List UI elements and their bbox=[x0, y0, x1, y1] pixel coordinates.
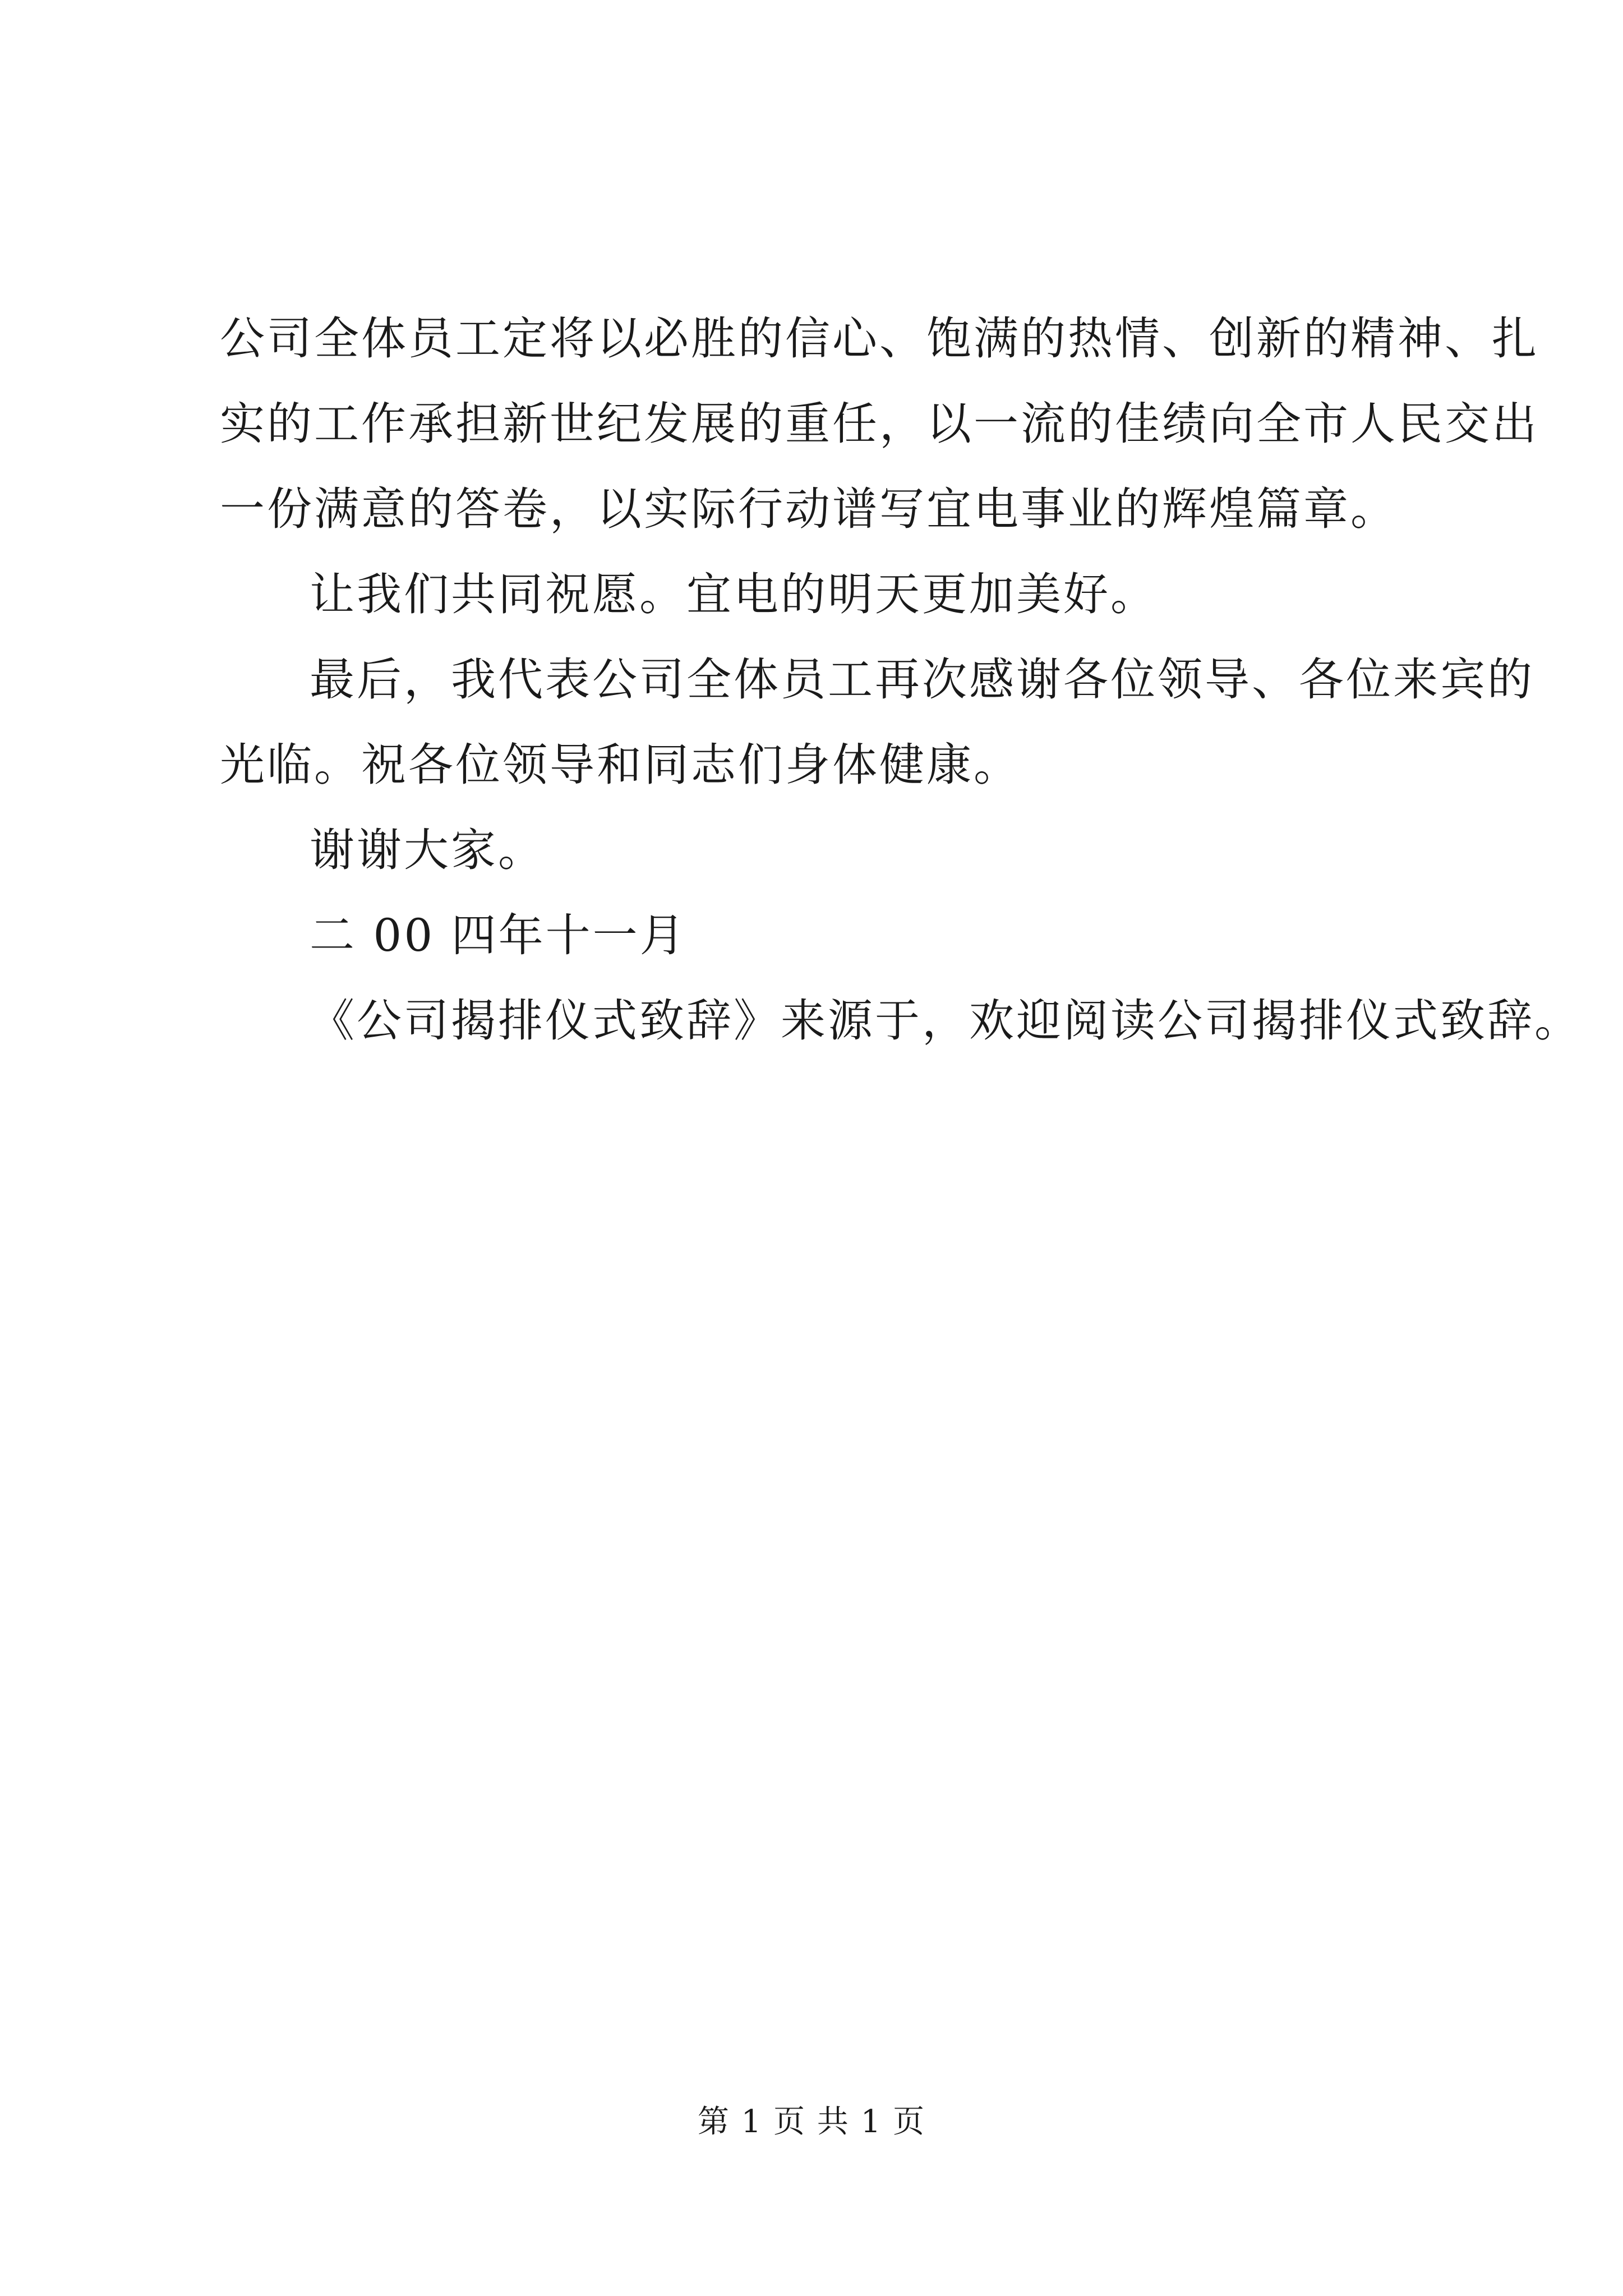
source-line: 《公司揭排仪式致辞》来源于，欢迎阅读公司揭排仪式致辞。 bbox=[310, 995, 1581, 1047]
date-line: 二 00 四年十一月 bbox=[310, 909, 687, 961]
body-line: 公司全体员工定将以必胜的信心、饱满的热情、创新的精神、扎 bbox=[220, 312, 1539, 365]
page-footer bbox=[0, 2102, 1623, 2142]
body-line: 光临。祝各位领导和同志们身体健康。 bbox=[220, 739, 1021, 791]
body-line: 实的工作承担新世纪发展的重任，以一流的佳绩向全市人民交出 bbox=[220, 398, 1539, 450]
body-line: 最后，我代表公司全体员工再次感谢各位领导、各位来宾的 bbox=[310, 654, 1534, 706]
body-line: 一份满意的答卷，以实际行动谱写宜电事业的辉煌篇章。 bbox=[220, 483, 1398, 535]
body-line: 谢谢大家。 bbox=[310, 824, 545, 876]
page-number-label: 第 1 页 共 1 页 bbox=[697, 2104, 926, 2140]
body-line: 让我们共同祝愿。宜电的明天更加美好。 bbox=[310, 568, 1158, 620]
document-body bbox=[220, 296, 1581, 1064]
